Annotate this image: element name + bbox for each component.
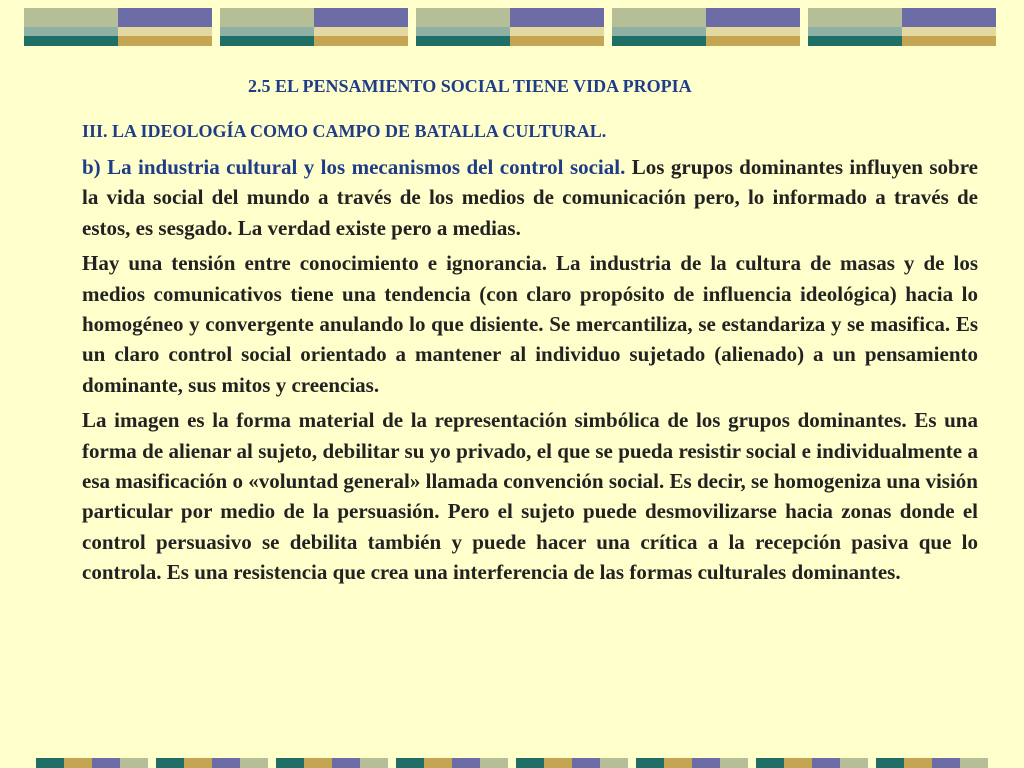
band-tile <box>756 758 868 768</box>
band-tile <box>516 758 628 768</box>
bottom-decorative-band <box>0 758 1024 768</box>
band-tile <box>156 758 268 768</box>
band-tile <box>808 8 996 46</box>
paragraph-tension <box>82 248 978 400</box>
band-tile <box>636 758 748 768</box>
band-tile <box>36 758 148 768</box>
band-tile <box>612 8 800 46</box>
paragraph-lead: b) La industria cultural y los mecanismos del control social. <box>82 155 626 179</box>
top-decorative-band <box>24 8 1000 46</box>
paragraph-text: Hay una tensión entre conocimiento e ignorancia. La industria de la cultura de masas y de los medios comunicativos tiene una tendencia (con claro propósito de influencia ideológica) hacia lo homogéneo y convergente anulando lo que disiente. Se mercantiliza, se estandariza y se masifica. Es un claro control social orientado a mantener al individuo sujetado (alienado) a un pensamiento dominante, sus mitos y creencias. <box>82 251 978 397</box>
band-tile <box>416 8 604 46</box>
slide-title: 2.5 EL PENSAMIENTO SOCIAL TIENE VIDA PROPIA <box>248 76 692 96</box>
band-tile <box>24 8 212 46</box>
paragraph-text: La imagen es la forma material de la representación simbólica de los grupos dominantes. Es una forma de alienar al sujeto, debilitar su yo privado, el que se pueda resistir social e individualmente a esa masificación o «voluntad general» llamada convención social. Es decir, se homogeniza una visión particular por medio de la persuasión. Pero el sujeto puede desmovilizarse hacia zonas donde el control persuasivo se debilita también y puede hacer una crítica a la recepción pasiva que lo controla. Es una resistencia que crea una interferencia de las formas culturales dominantes. <box>82 408 978 585</box>
paragraph-text: Los grupos dominantes influyen sobre la vida social del mundo a través de los medios de comunicación pero, lo informado a través de estos, es sesgado. La verdad existe pero a medias. <box>82 155 978 240</box>
paragraph-imagen <box>82 405 978 587</box>
band-tile <box>396 758 508 768</box>
band-tile <box>276 758 388 768</box>
band-tile <box>876 758 988 768</box>
slide-subtitle: III. LA IDEOLOGÍA COMO CAMPO DE BATALLA CULTURAL. <box>82 121 607 141</box>
slide-body <box>82 152 978 593</box>
band-tile <box>220 8 408 46</box>
paragraph-industria-cultural <box>82 152 978 243</box>
